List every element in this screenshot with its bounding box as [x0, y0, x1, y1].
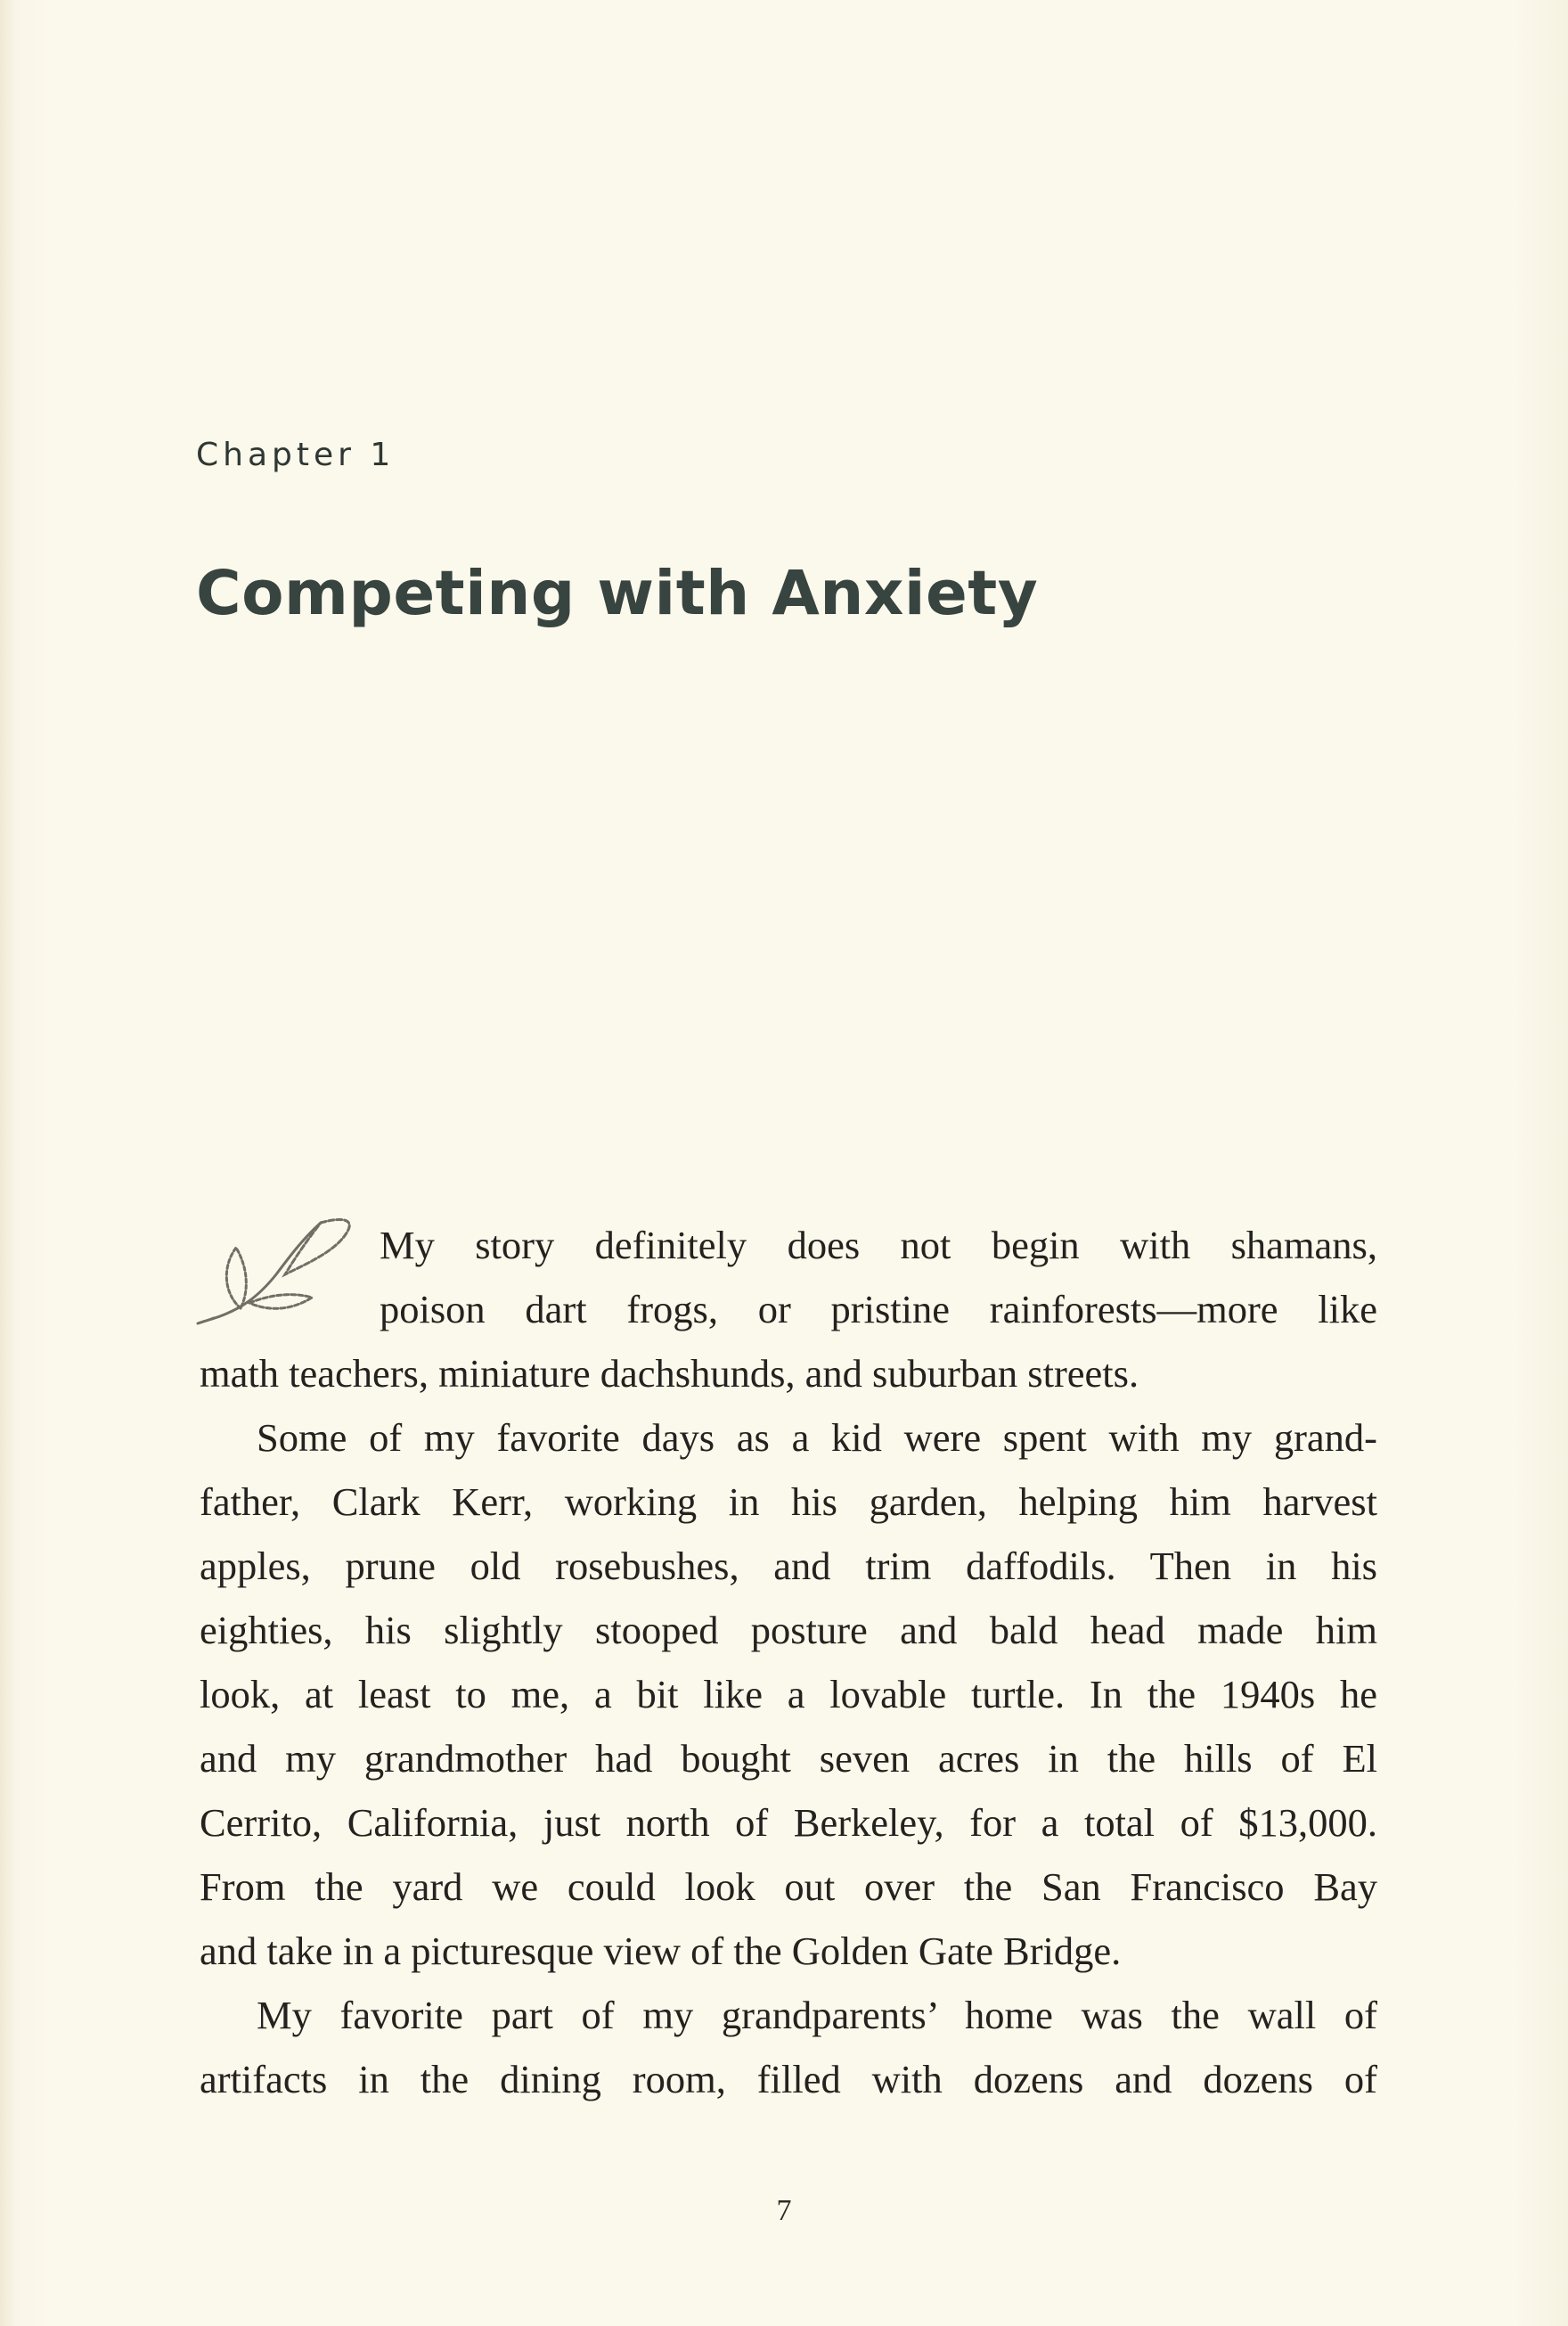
text-line: artifacts in the dining room, filled with dozens and dozens of	[200, 2057, 1377, 2101]
text-line: poison dart frogs, or pristine rainforests—more like	[380, 1287, 1377, 1331]
text-line: Cerrito, California, just north of Berkeley, for a total of $13,000.	[200, 1800, 1377, 1845]
text-line: My favorite part of my grandparents’ home was the wall of	[257, 1993, 1377, 2037]
text-line: From the yard we could look out over the San Francisco Bay	[200, 1864, 1377, 1909]
text-line: My story definitely does not begin with shamans,	[380, 1223, 1377, 1267]
page-number: 7	[776, 2194, 792, 2227]
chapter-label: Chapter 1	[196, 437, 396, 473]
chapter-title: Competing with Anxiety	[196, 558, 1039, 629]
text-line: look, at least to me, a bit like a lovable turtle. In the 1940s he	[200, 1672, 1377, 1716]
text-line: and take in a picturesque view of the Golden Gate Bridge.	[200, 1929, 1122, 1973]
text-line: father, Clark Kerr, working in his garden, helping him harvest	[200, 1479, 1377, 1524]
text-line: and my grandmother had bought seven acres in the hills of El	[200, 1736, 1377, 1781]
text-line: eighties, his slightly stooped posture and bald head made him	[200, 1608, 1377, 1652]
text-line: apples, prune old rosebushes, and trim daffodils. Then in his	[200, 1544, 1377, 1588]
text-line: math teachers, miniature dachshunds, and suburban streets.	[200, 1351, 1139, 1396]
body-text	[200, 1213, 1377, 2111]
text-line: Some of my favorite days as a kid were spent with my grand-	[257, 1415, 1377, 1460]
